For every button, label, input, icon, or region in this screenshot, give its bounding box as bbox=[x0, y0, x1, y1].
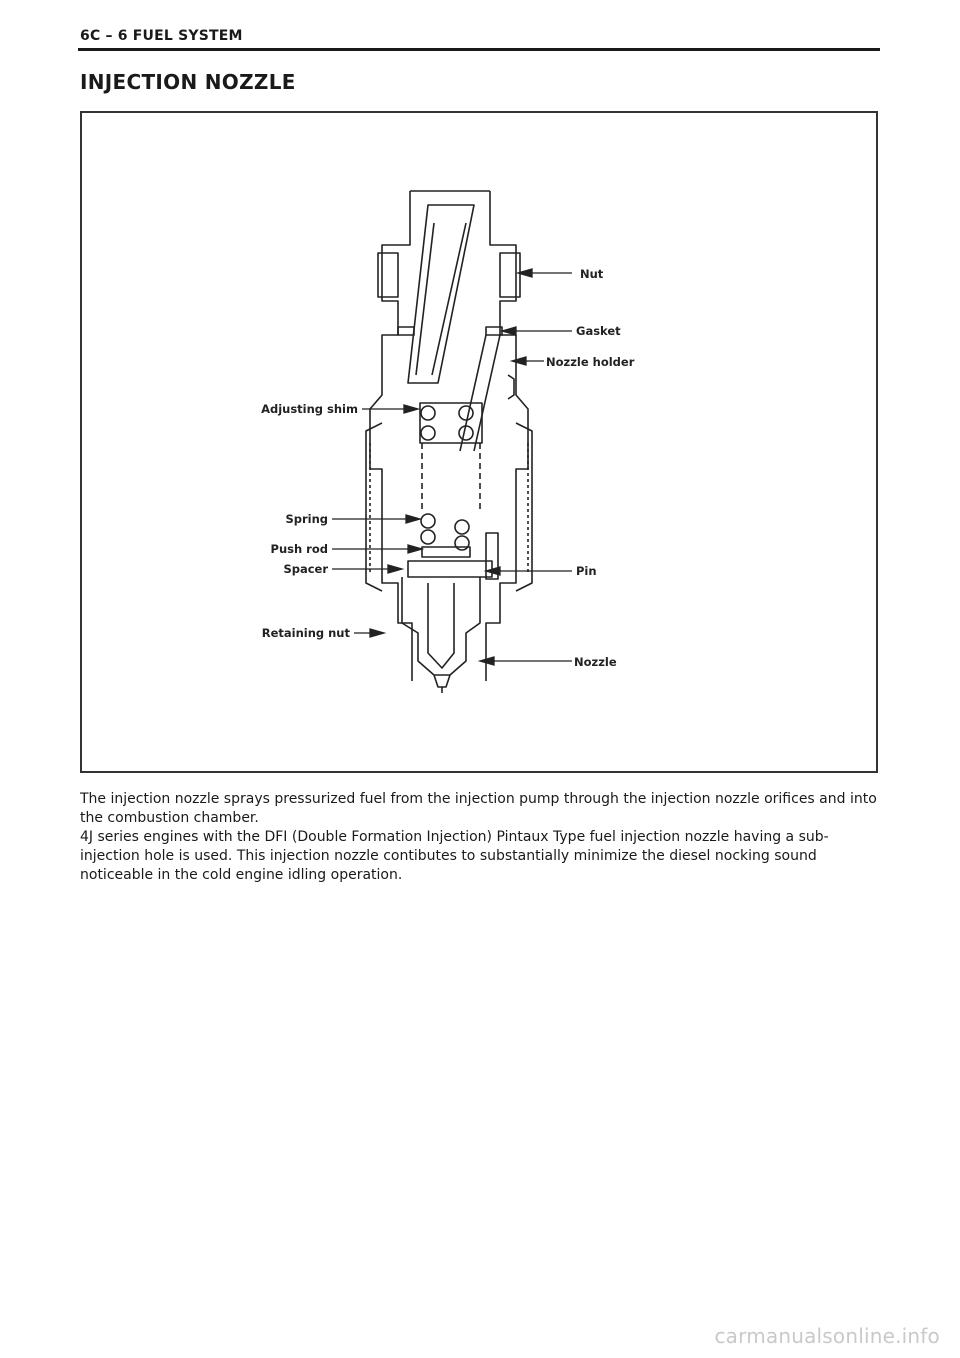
paragraph-2: 4J series engines with the DFI (Double Formation Injection) Pintaux Type fuel injection nozzle having a sub-injection hole is used. This injection nozzle contibutes to substantially minimize the diesel nocking sound noticeable in the cold engine idling operation. bbox=[80, 829, 829, 883]
figure-frame bbox=[80, 111, 878, 773]
label-pin: Pin bbox=[576, 564, 597, 578]
label-spring: Spring bbox=[285, 512, 328, 526]
page-header: 6C – 6 FUEL SYSTEM bbox=[80, 28, 243, 44]
label-adjusting-shim: Adjusting shim bbox=[261, 402, 358, 416]
label-nozzle: Nozzle bbox=[574, 655, 617, 669]
watermark: carmanualsonline.info bbox=[714, 1324, 940, 1348]
label-retaining-nut: Retaining nut bbox=[261, 626, 350, 640]
label-nozzle-holder: Nozzle holder bbox=[546, 355, 635, 369]
body-text bbox=[80, 790, 880, 885]
section-title: INJECTION NOZZLE bbox=[80, 70, 296, 94]
nozzle-cross-section-diagram bbox=[82, 113, 876, 771]
label-push-rod: Push rod bbox=[270, 542, 328, 556]
header-rule bbox=[78, 48, 880, 51]
label-gasket: Gasket bbox=[576, 324, 621, 338]
label-nut: Nut bbox=[580, 267, 604, 281]
label-spacer: Spacer bbox=[283, 562, 328, 576]
paragraph-1: The injection nozzle sprays pressurized fuel from the injection pump through the injection nozzle orifices and into the combustion chamber. bbox=[80, 791, 877, 826]
